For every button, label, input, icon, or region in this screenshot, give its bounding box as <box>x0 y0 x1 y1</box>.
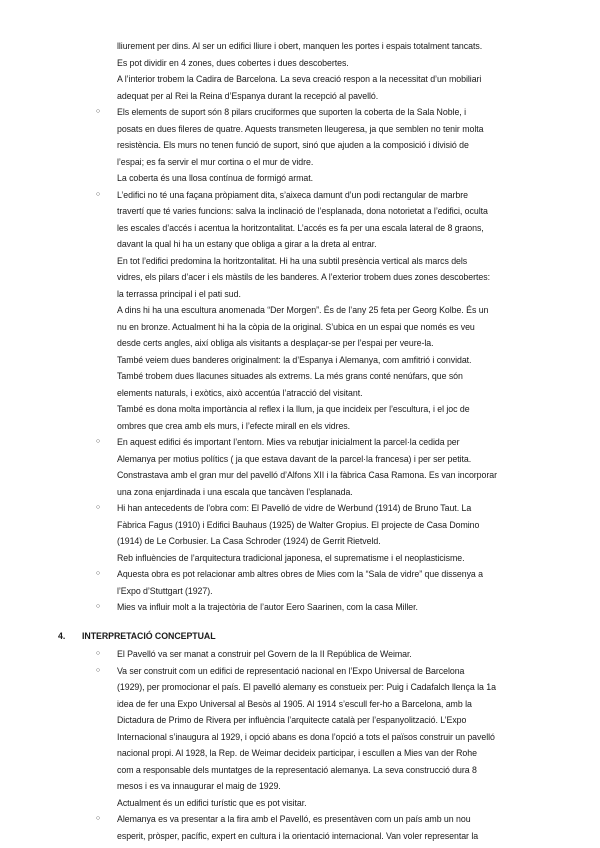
text-line: Reb influències de l’arquitectura tradicional japonesa, el suprematisme i el neoplasticisme. <box>117 552 465 563</box>
hollow-bullet-icon: ○ <box>95 504 101 511</box>
text-line: la terrassa principal i el pati sud. <box>117 288 241 299</box>
hollow-bullet-icon: ○ <box>95 666 101 674</box>
hollow-bullet-icon: ○ <box>95 108 101 115</box>
text-line: posats en dues fileres de quatre. Aquests transmeten lleugeresa, ja que semblen no tenir molta <box>117 123 484 134</box>
hollow-bullet-icon: ○ <box>95 570 101 577</box>
text-line: com a responsable dels muntatges de la representació alemanya. La seva construcció dura 8 <box>117 764 477 775</box>
section-title: INTERPRETACIÓ CONCEPTUAL <box>82 630 216 641</box>
text-line: Va ser construit com un edifici de representació nacional en l’Expo Universal de Barcelona <box>117 665 465 676</box>
text-line: El Pavelló va ser manat a construir pel Govern de la II República de Weimar. <box>117 649 412 659</box>
text-line: esperit, pròsper, pacífic, expert en cultura i la orientació internacional. Van voler representar la <box>117 830 479 841</box>
text-line: En tot l’edifici predomina la horitzontalitat. Hi ha una subtil presència vertical als marcs dels <box>117 255 468 266</box>
text-line: davant la qual hi ha un estany que obliga a girar a la dreta al entrar. <box>117 239 377 249</box>
list-item <box>0 599 557 616</box>
text-line: Hi han antecedents de l’obra com: El Pavelló de vidre de Werbund (1914) de Bruno Taut. La <box>117 503 472 513</box>
list-item <box>0 663 557 812</box>
text-line: A l’interior trobem la Cadira de Barcelona. La seva creació respon a la necessitat d’un mobiliari <box>117 74 482 84</box>
text-line: Aquesta obra es pot relacionar amb altres obres de Mies com la “Sala de vidre” que dissenya a <box>117 569 483 579</box>
text-line: vidres, els pilars d’acer i els màstils de les banderes. A l’exterior trobem dues zones descobertes: <box>117 272 490 282</box>
list-item <box>0 187 557 435</box>
hollow-bullet-icon: ○ <box>95 815 101 822</box>
text-line: Els elements de suport són 8 pilars cruciformes que suporten la coberta de la Sala Noble, i <box>117 107 466 117</box>
text-line: (1929), per promocionar el país. El pavelló alemany es constueix per: Puig i Cadafalch llença la 1a <box>117 682 496 692</box>
text-line: idea de fer una Expo Universal al Besòs al 1905. Al 1914 s’escull fer-ho a Barcelona, amb la <box>117 698 472 709</box>
text-line: També trobem dues llacunes situades als extrems. La més grans conté nenúfars, que són <box>117 371 463 381</box>
text-line: Constrastava amb el gran mur del pavelló d’Alfons XII i la fàbrica Casa Ramona. Es van incorporar <box>117 470 497 480</box>
text-line: adequat per al Rei la Reina d’Espanya durant la recepció al pavelló. <box>117 90 379 101</box>
section-heading <box>0 628 600 645</box>
list-item <box>0 566 557 599</box>
text-line: Dictadura de Primo de Rivera per influència l’arquitecte català per l’espanyolització. L’Expo <box>117 715 467 725</box>
text-line: les escales d’accés i acentua la horitzontalitat. L’accés es fa per una escala lateral de 8 graons, <box>117 222 484 233</box>
text-line: També es dona molta importància al reflex i la llum, ja que incideix per l’escultura, i el joc de <box>117 404 470 414</box>
section-number: 4. <box>58 630 66 641</box>
text-line: nacional propi. Al 1928, la Rep. de Weimar decideix participar, i escullen a Mies van der Rohe <box>117 748 477 758</box>
text-line: Fàbrica Fagus (1910) i Edifici Bauhaus (1925) de Walter Gropius. El projecte de Casa Domino <box>117 519 480 530</box>
hollow-bullet-icon: ○ <box>95 438 101 445</box>
list-item <box>0 434 557 500</box>
list-item <box>0 104 557 187</box>
text-line: l’Expo d’Stuttgart (1927). <box>117 585 213 596</box>
text-line: Alemanya per motius polítics ( ja que estava davant de la parcel·la francesa) i per ser petita. <box>117 453 472 464</box>
text-line: La coberta és una llosa contínua de formigó armat. <box>117 173 314 183</box>
text-line: elements naturals, i exòtics, això accentúa l’atracció del visitant. <box>117 387 363 398</box>
text-line: També veiem dues banderes originalment: la d’Espanya i Alemanya, com amfitrió i convidat. <box>117 354 472 365</box>
hollow-bullet-icon: ○ <box>95 650 101 657</box>
text-line: nu en bronze. Actualment hi ha la còpia de la original. S’ubica en un espai que només es veu <box>117 321 475 332</box>
text-line: lliurement per dins. Al ser un edifici lliure i obert, manquen les portes i espais totalment tancats. <box>117 41 483 51</box>
list-item <box>0 811 557 844</box>
list-item <box>0 646 557 663</box>
text-line: Es pot dividir en 4 zones, dues cobertes i dues descobertes. <box>117 57 349 68</box>
text-line: Internacional s’inaugura al 1929, i opció abans es dona l’opció a tots el països construir un pavelló <box>117 731 495 742</box>
text-line: En aquest edifici és important l’entorn. Mies va rebutjar inicialment la parcel·la cedida per <box>117 437 460 447</box>
hollow-bullet-icon: ○ <box>95 190 101 198</box>
text-line: Alemanya es va presentar a la fira amb el Pavelló, es presentàven com un país amb un nou <box>117 814 471 824</box>
text-line: A dins hi ha una escultura anomenada “Der Morgen”. És de l’any 25 feta per Georg Kolbe. És un <box>117 305 489 315</box>
text-line: L’edifici no té una façana pròpiament dita, s’aixeca damunt d’un podi rectangular de marbre <box>117 189 468 200</box>
text-line: travertí que té varies funcions: salva la inclinació de l’esplanada, dona notorietat a l’edifici, oculta <box>117 206 488 216</box>
hollow-bullet-icon: ○ <box>95 603 101 610</box>
text-line: mesos i es va innaugurar el maig de 1929. <box>117 781 281 791</box>
continuation-paragraph <box>0 38 557 104</box>
text-line: ombres que crea amb els murs, i l’efecte mirall en els vidres. <box>117 420 351 431</box>
text-line: Mies va influir molt a la trajectòria de l’autor Eero Saarinen, com la casa Miller. <box>117 602 418 612</box>
text-line: desde certs angles, així obliga als visitants a desplaçar-se per l’espai per veure-la. <box>117 338 434 348</box>
text-line: l’espai; es fa servir el mur cortina o el mur de vidre. <box>117 156 314 167</box>
list-item <box>0 500 557 566</box>
text-line: resistència. Els murs no tenen funció de suport, sinó que ajuden a la composició i divisió de <box>117 140 469 150</box>
text-line: una zona enjardinada i una escala que tancàven l’esplanada. <box>117 486 353 497</box>
text-line: (1914) de Le Corbusier. La Casa Schroder (1924) de Gerrit Rietveld. <box>117 536 381 546</box>
text-line: Actualment és un edifici turístic que es pot visitar. <box>117 797 307 808</box>
